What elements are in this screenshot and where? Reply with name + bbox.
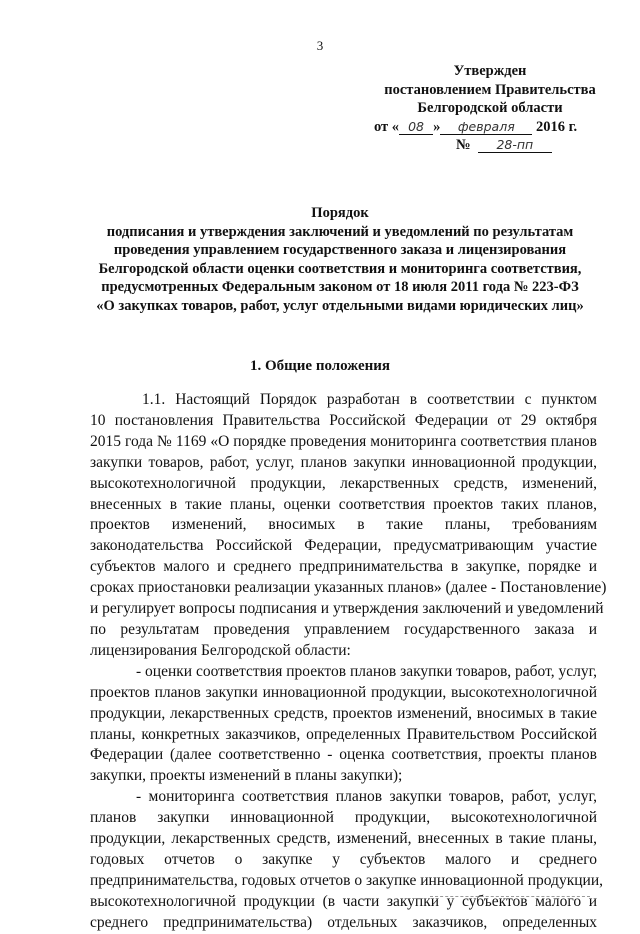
date-year: 2016 г. xyxy=(535,119,578,135)
footer-divider xyxy=(430,896,590,897)
body-line: проектов изменений, вносимых в такие планы, требованиям xyxy=(90,516,597,534)
title-line-6: «О закупках товаров, работ, услуг отдельными видами юридических лиц» xyxy=(96,297,584,314)
body-line: законодательства Российской Федерации, предусматривающим участие xyxy=(90,537,597,555)
approval-line-1: Утвержден xyxy=(453,63,527,79)
body-line: - мониторинга соответствия планов закупки товаров, работ, услуг, xyxy=(136,788,597,806)
body-line: 1.1. Настоящий Порядок разработан в соответствии с пунктом xyxy=(142,391,597,408)
date-month: февраля xyxy=(440,120,532,135)
title-line-2: подписания и утверждения заключений и уведомлений по результатам xyxy=(106,223,574,240)
body-line: предпринимательства, годовых отчетов о закупке инновационной продукции, xyxy=(90,871,603,889)
approval-date xyxy=(374,118,577,137)
body-line: Федерации (далее соответственно - оценка соответствия, проекты планов xyxy=(90,746,597,764)
document-title xyxy=(70,204,610,315)
title-line-4: Белгородской области оценки соответствия и мониторинга соответствия, xyxy=(98,260,582,277)
title-line-1: Порядок xyxy=(311,205,369,221)
number-value: 28-пп xyxy=(478,138,552,153)
body-line: лицензирования Белгородской области: xyxy=(90,641,351,659)
title-line-5: предусмотренных Федеральным законом от 18 июля 2011 года № 223-ФЗ xyxy=(101,279,579,295)
date-prefix: от « xyxy=(374,119,400,135)
body-line: субъектов малого и среднего предпринимательства в закупке, порядке и xyxy=(90,558,597,576)
body-line: сроках приостановки реализации указанных планов» (далее - Постановление) xyxy=(90,579,607,597)
approval-line-3: Белгородской области xyxy=(417,100,563,116)
body-line: и регулирует вопросы подписания и утверждения заключений и уведомлений xyxy=(90,600,604,618)
body-line: планов закупки инновационной продукции, высокотехнологичной xyxy=(90,809,597,827)
date-mid: » xyxy=(433,119,441,135)
body-line: планы, конкретных заказчиков, определенных Правительством Российской xyxy=(90,725,597,743)
approval-stamp xyxy=(360,62,620,153)
body-line: высокотехнологичной продукции (в части закупки у субъектов малого и xyxy=(90,892,597,910)
body-line: продукции, лекарственных средств, изменений, внесенных в такие планы, xyxy=(90,830,597,848)
body-line: продукции, лекарственных средств, проектов изменений, вносимых в такие xyxy=(90,704,597,722)
title-line-3: проведения управлением государственного заказа и лицензирования xyxy=(113,242,567,258)
body-line: проектов планов закупки инновационной продукции, высокотехнологичной xyxy=(90,683,597,701)
section-title: 1. Общие положения xyxy=(249,358,391,374)
approval-line-2: постановлением Правительства xyxy=(384,81,596,98)
approval-number xyxy=(456,136,552,155)
body-line: внесенных в такие планы, оценки соответствия проектов таких планов, xyxy=(90,495,597,513)
body-line: среднего предпринимательства) отдельных заказчиков, определенных xyxy=(90,913,597,931)
body-text xyxy=(90,390,607,934)
body-line: годовых отчетов о закупке у субъектов малого и среднего xyxy=(90,850,597,868)
body-line: закупки товаров, работ, услуг, планов закупки инновационной продукции, xyxy=(90,453,597,471)
body-line: закупки, проекты изменений в планы закупки); xyxy=(90,767,403,785)
body-line: - оценки соответствия проектов планов закупки товаров, работ, услуг, xyxy=(136,662,598,680)
body-line: 10 постановления Правительства Российской Федерации от 29 октября xyxy=(90,411,597,429)
page-number: 3 xyxy=(316,38,324,53)
date-day: 08 xyxy=(399,120,433,135)
number-prefix: № xyxy=(456,137,471,153)
body-line: высокотехнологичной продукции, лекарственных средств, изменений, xyxy=(90,474,597,492)
body-line: по результатам проведения управлением государственного заказа и xyxy=(90,620,597,638)
body-line: 2015 года № 1169 «О порядке проведения мониторинга соответствия планов xyxy=(90,432,597,450)
